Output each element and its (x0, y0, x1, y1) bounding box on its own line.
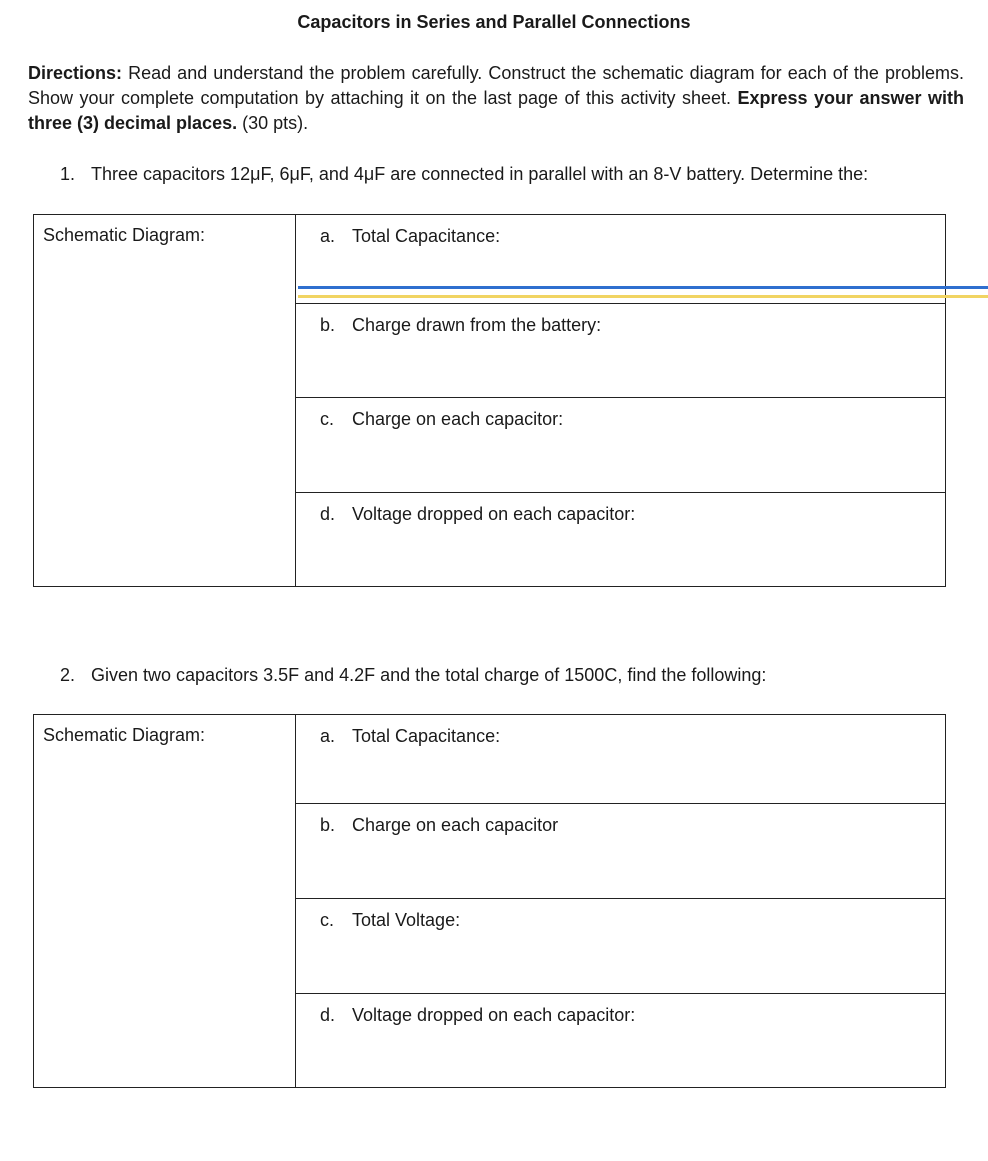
item-letter: b. (320, 815, 336, 835)
schematic-label: Schematic Diagram: (43, 225, 206, 245)
item-letter: a. (320, 726, 336, 746)
item-label: Charge on each capacitor (352, 815, 559, 835)
problem-2-schematic-cell[interactable] (34, 715, 296, 1088)
problem-1-text: Three capacitors 12μF, 6μF, and 4μF are connected in parallel with an 8-V battery. Determine the: (91, 164, 869, 184)
problem-2-text: Given two capacitors 3.5F and 4.2F and the total charge of 1500C, find the following: (91, 665, 767, 685)
item-label: Total Voltage: (352, 910, 461, 930)
problem-1-answer-table (33, 214, 946, 587)
problem-1-item-b[interactable] (296, 304, 946, 398)
item-letter: c. (320, 409, 335, 429)
directions-bold-text: Express your answer with three (3) decimal places. (28, 88, 964, 133)
item-letter: a. (320, 226, 336, 246)
item-label: Charge drawn from the battery: (352, 315, 602, 335)
item-label: Charge on each capacitor: (352, 409, 564, 429)
problem-1-statement (60, 164, 868, 185)
problem-1-item-a[interactable] (296, 215, 946, 304)
problem-2-number: 2. (60, 665, 76, 685)
item-label: Voltage dropped on each capacitor: (352, 1005, 636, 1025)
directions-text: Read and understand the problem carefully. Construct the schematic diagram for each of the problems. Show your complete computation by attaching it on the last page of this activity sheet. (28, 63, 964, 108)
problem-1-item-c[interactable] (296, 398, 946, 493)
item-letter: b. (320, 315, 336, 335)
problem-2-item-a[interactable] (296, 715, 946, 804)
blue-annotation-line (298, 286, 988, 289)
problem-2-item-b[interactable] (296, 804, 946, 899)
problem-2-item-c[interactable] (296, 899, 946, 994)
directions-label: Directions: (28, 63, 123, 83)
item-letter: c. (320, 910, 335, 930)
problem-1-number: 1. (60, 164, 76, 184)
item-label: Voltage dropped on each capacitor: (352, 504, 636, 524)
item-letter: d. (320, 504, 336, 524)
yellow-annotation-line (298, 295, 988, 298)
problem-2-item-d[interactable] (296, 994, 946, 1088)
directions-points: (30 pts). (237, 113, 309, 133)
item-label: Total Capacitance: (352, 726, 501, 746)
item-label: Total Capacitance: (352, 226, 501, 246)
problem-1-item-d[interactable] (296, 493, 946, 587)
problem-2-answer-table (33, 714, 946, 1088)
page-title: Capacitors in Series and Parallel Connections (297, 12, 691, 32)
schematic-label: Schematic Diagram: (43, 725, 206, 745)
problem-2-statement (60, 665, 766, 686)
directions-paragraph (28, 61, 964, 136)
item-letter: d. (320, 1005, 336, 1025)
problem-1-schematic-cell[interactable] (34, 215, 296, 587)
